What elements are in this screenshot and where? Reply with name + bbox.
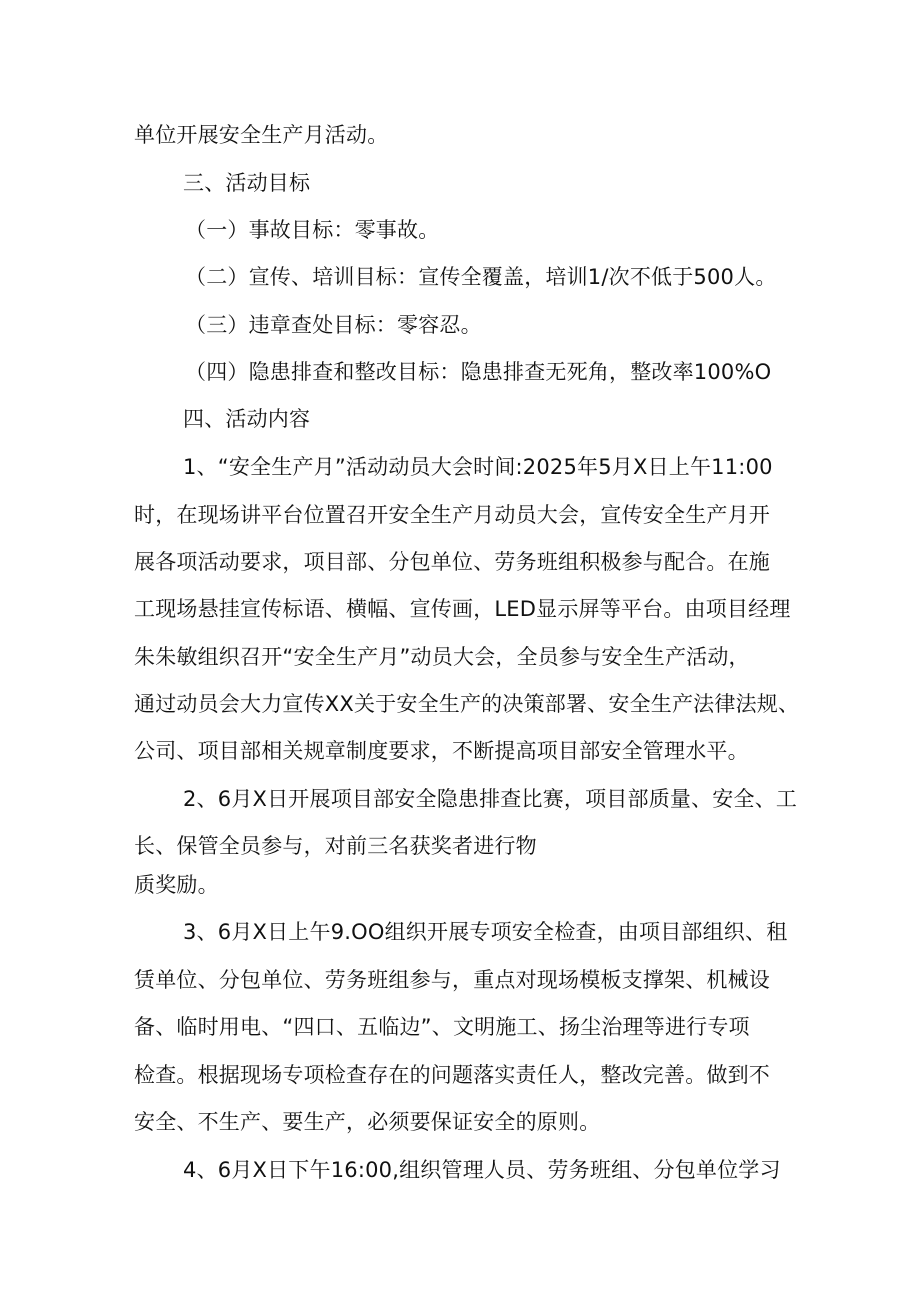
text-line: 4、6月X日下午16:00,组织管理人员、劳务班组、分包单位学习	[183, 1158, 781, 1182]
text-line: 工现场悬挂宣传标语、横幅、宣传画，LED显示屏等平台。由项目经理	[134, 597, 791, 621]
text-line: 赁单位、分包单位、劳务班组参与，重点对现场模板支撑架、机械设	[134, 968, 770, 992]
text-line: 通过动员会大力宣传XX关于安全生产的决策部署、安全生产法律法规、	[134, 692, 800, 716]
text-line: 检查。根据现场专项检查存在的问题落实责任人，整改完善。做到不	[134, 1063, 770, 1087]
text-line: 展各项活动要求，项目部、分包单位、劳务班组积极参与配合。在施	[134, 550, 770, 574]
text-line: 备、临时用电、“四口、五临边”、文明施工、扬尘治理等进行专项	[134, 1015, 750, 1039]
text-line: 长、保管全员参与，对前三名获奖者进行物	[134, 834, 537, 858]
text-line: 3、6月X日上午9.OO组织开展专项安全检查，由项目部组织、租	[183, 920, 788, 944]
text-line: 2、6月X日开展项目部安全隐患排查比赛，项目部质量、安全、工	[183, 787, 798, 811]
text-line: 公司、项目部相关规章制度要求，不断提高项目部安全管理水平。	[134, 739, 749, 763]
text-line: 安全、不生产、要生产，必须要保证安全的原则。	[134, 1110, 601, 1134]
text-line: 质奖励。	[134, 873, 219, 897]
text-line: 单位开展安全生产月活动。	[134, 123, 389, 147]
text-line: （四）隐患排查和整改目标：隐患排查无死角，整改率100%O	[185, 360, 772, 384]
section-heading: 三、活动目标	[183, 171, 311, 195]
text-line: 1、“安全生产月”活动动员大会时间:2025年5月X日上午11:00	[183, 455, 773, 479]
text-line: 时，在现场讲平台位置召开安全生产月动员大会，宣传安全生产月开	[134, 503, 770, 527]
text-line: （一）事故目标：零事故。	[185, 218, 440, 242]
text-line: （二）宣传、培训目标：宣传全覆盖，培训1/次不低于500人。	[185, 265, 777, 289]
text-line: （三）违章查处目标：零容忍。	[185, 313, 482, 337]
section-heading: 四、活动内容	[183, 407, 311, 431]
text-line: 朱朱敏组织召开“安全生产月”动员大会，全员参与安全生产活动，	[134, 645, 750, 669]
